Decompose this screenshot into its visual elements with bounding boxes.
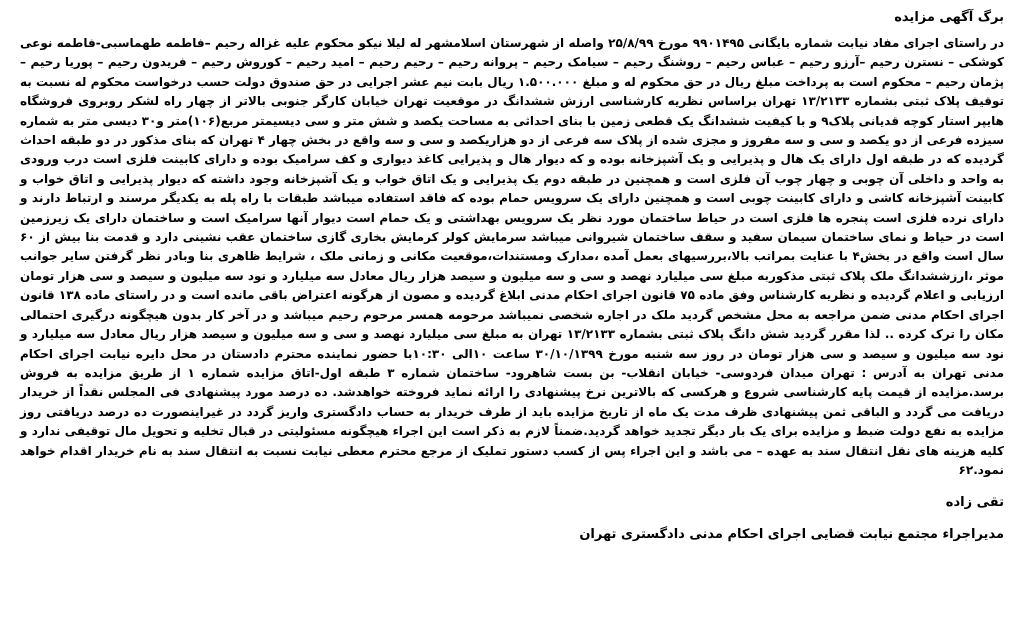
signature-name: تقی زاده <box>945 495 1004 511</box>
notice-body: در راستای اجرای مفاد نیابت شماره بایگانی ۹۹۰۱۴۹۵ مورخ ۲۵/۸/۹۹ واصله از شهرستان اسلامشهر له لیلا نیکو محکوم علیه غزاله رحیم –فاطمه طهماسبی-فاطمه نوعی کوشکی – نسترن رحیم –آرزو رحیم – عباس رحیم – روشنگ رحیم – سیامک رحیم – پروانه رحیم – رحیم رحیم – امید رحیم – کوروش رحیم – فریدون رحیم – پوریا رحیم – پژمان رحیم – محکوم است به پرداخت مبلغ ریال در حق محکوم له و مبلغ ۱.۵۰۰.۰۰۰ ریال بابت نیم عشر اجرایی در حق صندوق دولت حسب درخواست محکوم له نسبت به توقیف پلاک ثبتی بشماره ۱۳/۲۱۳۳ تهران براساس نظریه کارشناسی ارزش ششدانگ در موقعیت تهران خیابان کارگر جنوبی بالاتر از چهار راه لشکر روبروی فروشگاه هایپر استار کوچه قدیانی پلاک۹ و با کیفیت ششدانگ یک قطعی زمین با بنای احداثی به مساحت یکصد و شش متر و سی دیسیمتر مربع(۱۰۶)متر و۳۰ دیسی متر به شماره سیزده فرعی از دو یکصد و سی و سه مفروز و مجزی شده از پلاک سه فرعی از دو هزاریکصد و سی و سه واقع در بخش چهار ۴ تهران که بنای مذکور در دو طبقه احداث گردیده که در طبقه اول دارای یک هال و پذیرایی و یک آشپزخانه بوده و که دیوار هال و پذیرایی کاغذ دیواری و کف سرامیک بوده و دارای کابینت فلزی است درب ورودی به واحد و داخلی آن چوبی و چهار چوب آن فلزی است و همچنین در طبقه دوم یک پذیرایی و یک اتاق خواب و یک آشپزخانه وجود داشته که دیوار پذیرایی و اتاق خواب و کابینت آشپزخانه کاشی و دارای کابینت چوبی است و همچنین دارای یک سرویس حمام بوده که فاقد استفاده میباشد طبقات با راه پله به یکدیگر مرسند و ارتباط دارند و دارای نرده فلزی است پنجره ها فلزی است در حیاط ساختمان مورد نظر یک سرویس بهداشتی و یک حمام است دیوار آنها سرامیک است و ساختمان دارای یک زیرزمین است در حیاط و نمای ساختمان سیمان سفید و سقف ساختمان شیروانی میباشد سرمایش کولر کرمایش بخاری گازی ساختمان عقب نشینی دارد و قدمت بنا بیش از ۶۰ سال است واقع در بخش۴ با عنایت بمراتب بالا،بررسیهای بعمل آمده ،مدارک ومستندات،موقعیت مکانی و زمانی ملک ، شرایط ظاهری بنا وبادر نظر گرفتن سایر جوانب موثر ،ارزششدانگ ملک پلاک ثبتی مذکوربه مبلغ سی میلیارد نهصد و سی و سه میلیون و سیصد هزار ریال معادل سه میلیارد و نود سه میلیون و سیصد و سی هزار تومان ارزیابی و اعلام گردیده و نظریه کارشناس وفق ماده ۷۵ قانون اجرای احکام مدنی ابلاغ گردیده و مصون از هرگونه اعتراض باقی مانده است و در راستای ماده ۱۳۸ قانون اجرای احکام مدنی ضمن مراجعه به محل مشخص گردید ملک در اجاره شخصی نمیباشد مرحومه همسر مرحوم رحیم میباشد و در آخر کار بدون هیچگونه درگیری احتمالی مکان را ترک کرده .. لذا مقرر گردید شش دانگ پلاک ثبتی بشماره ۱۳/۲۱۳۳ تهران به مبلغ سی میلیارد نهصد و سی و سه میلیون و سیصد هزار ریال معادل سه میلیارد و نود سه میلیون و سیصد و سی هزار تومان در روز سه شنبه مورخ ۳۰/۱۰/۱۳۹۹ ساعت ۱۰الی ۱۰:۳۰با حضور نماینده محترم دادستان در محل دایره نیابت اجرای احکام مدنی تهران به آدرس : تهران میدان فردوسی- خیابان انقلاب- بن بست شاهرود- ساختمان شماره ۳ طبقه اول-اتاق مزایده شماره ۱ از طریق مزایده به فروش برسد.مزایده از قیمت پایه کارشناسی شروع و هرکسی که بالاترین نرخ پیشنهادی را ارائه نماید فروخته خواهدشد. ده درصد مورد پیشنهادی فی المجلس نقداً از خریدار دریافت می گردد و الباقی ثمن پیشنهادی ظرف مدت یک ماه از تاریخ مزایده باید از طرف خریدار به حساب دادگستری واریز گردد در غیراینصورت ده درصد دریافتی روز مزایده به نفع دولت ضبط و مزایده برای یک بار دیگر تجدید خواهد گردید.ضمناً لازم به ذکر است این اجراء هیچگونه مسئولیتی در قبال تخلیه و تحویل مال توقیفی ندارد و کلیه هزینه های نقل انتقال سند به عهده – می باشد و این اجراء پس از کسب دستور تملیک از مرجع محترم معطی نیابت نسبت به انتقال سند به نام خریدار اقدام خواهد نمود.۶۲ <box>20 36 1005 477</box>
signature-office: مدیراجراء مجتمع نیابت قضایی اجرای احکام مدنی دادگستری تهران <box>579 527 1004 543</box>
notice-title: برگ آگهی مزایده <box>894 10 1004 25</box>
